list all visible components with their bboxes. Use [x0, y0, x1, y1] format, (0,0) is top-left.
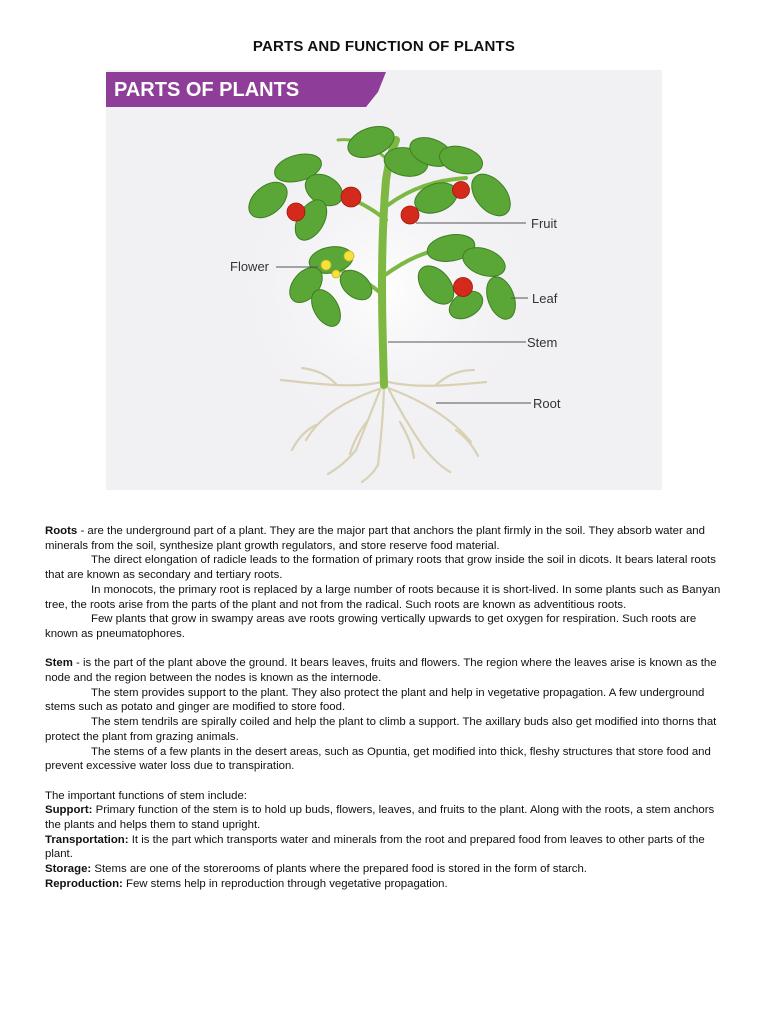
page-title: PARTS AND FUNCTION OF PLANTS — [252, 38, 516, 55]
stem-paragraph: The stem provides support to the plant. They also protect the plant and help in vegetative propagation. A few underground stems such as potato and ginger are modified to store food. — [45, 686, 705, 714]
flower-label: Flower — [230, 259, 270, 274]
fruit-label: Fruit — [531, 216, 557, 231]
function-item: Transportation: It is the part which transports water and minerals from the root and prepared food from leaves to other parts of the plant. — [45, 833, 705, 861]
parts-of-plants-figure — [106, 70, 662, 490]
roots-term: Roots — [45, 525, 78, 537]
stem-term: Stem — [45, 657, 73, 670]
function-item: Storage: Stems are one of the storerooms of plants where the prepared food is stored in the form of starch. — [45, 863, 587, 876]
document-body — [45, 524, 730, 892]
root-label: Root — [533, 396, 561, 411]
stem-paragraph: The stems of a few plants in the desert areas, such as Opuntia, get modified into thick, fleshy structures that store food and prevent excessive water loss due to transpiration. — [45, 745, 711, 773]
stem-paragraph: The stem tendrils are spirally coiled and help the plant to climb a support. The axillary buds also get modified into thorns that protect the plant from grazing animals. — [45, 716, 717, 743]
function-item: Support: Primary function of the stem is to hold up buds, flowers, leaves, and fruits to the plant. Along with the roots, a stem anchors the plants and helps them to stand upright. — [45, 804, 715, 832]
leaf-label: Leaf — [532, 291, 558, 306]
stem-label: Stem — [527, 335, 558, 350]
functions-heading: The important functions of stem include: — [45, 789, 247, 802]
plant-diagram — [106, 70, 662, 490]
stem-intro-paragraph: Stem - is the part of the plant above the ground. It bears leaves, fruits and flowers. The region where the leaves arise is known as the node and the region between the nodes is known as the internode. — [45, 657, 717, 685]
roots-paragraph: In monocots, the primary root is replaced by a large number of roots because it is short-lived. In some plants such as Banyan tree, the roots arise from the parts of the plant and not from the radical. Such roots are known as adventitious roots. — [45, 583, 721, 611]
roots-intro-paragraph: Roots - are the underground part of a plant. They are the major part that anchors the plant firmly in the soil. They absorb water and minerals from the soil, synthesize plant growth regulators, and store reserve food material. — [45, 525, 705, 552]
roots-paragraph: Few plants that grow in swampy areas ave roots growing vertically upwards to get oxygen for respiration. Such roots are known as pneumatophores. — [45, 613, 697, 640]
function-item: Reproduction: Few stems help in reproduction through vegetative propagation. — [45, 877, 448, 890]
roots-paragraph: The direct elongation of radicle leads to the formation of primary roots that grow inside the soil in dicots. It bears lateral roots that are known as secondary and tertiary roots. — [45, 554, 716, 582]
banner-title: PARTS OF PLANTS — [114, 79, 300, 101]
